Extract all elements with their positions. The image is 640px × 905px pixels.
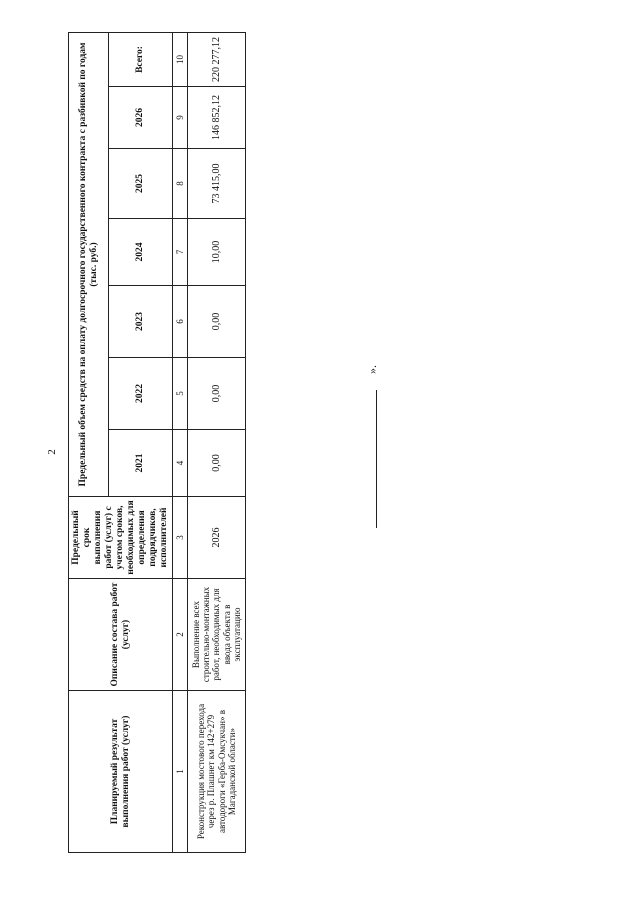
cell-amount-2026: 146 852,12 — [188, 87, 246, 149]
index-cell: 7 — [173, 219, 188, 286]
page-number: 2 — [46, 449, 58, 455]
cell-amount-2025: 73 415,00 — [188, 149, 246, 219]
header-funding-group: Предельный объем средств на оплату долгосрочного государственного контракта с разбивкой по годам (тыс. руб.) — [69, 32, 109, 496]
header-year-2021: 2021 — [109, 430, 173, 497]
header-work-description: Описание состава работ (услуг) — [69, 579, 173, 691]
signature-line — [376, 390, 377, 528]
cell-amount-2021: 0,00 — [188, 430, 246, 497]
index-cell: 6 — [173, 286, 188, 358]
header-year-2026: 2026 — [109, 87, 173, 149]
index-cell: 5 — [173, 358, 188, 430]
header-year-2022: 2022 — [109, 358, 173, 430]
index-cell: 2 — [173, 579, 188, 691]
cell-amount-2022: 0,00 — [188, 358, 246, 430]
header-year-2024: 2024 — [109, 219, 173, 286]
index-row — [173, 32, 188, 852]
closing-quote-mark: ». — [365, 365, 379, 374]
index-cell: 10 — [173, 32, 188, 86]
cell-work-description: Выполнение всех строительно-монтажных работ, необходимых для ввода объекта в эксплуатацию — [188, 579, 246, 691]
cell-deadline: 2026 — [188, 497, 246, 579]
signature-block — [365, 362, 398, 528]
header-deadline: Предельный срок выполнения работ (услуг) с учетом сроков, необходимых для определения подрядчиков, исполнителей — [69, 497, 173, 579]
header-year-2023: 2023 — [109, 286, 173, 358]
index-cell: 4 — [173, 430, 188, 497]
header-planned-result: Планируемый результат выполнения работ (услуг) — [69, 691, 173, 853]
header-total: Всего: — [109, 32, 173, 86]
cell-amount-2023: 0,00 — [188, 286, 246, 358]
index-cell: 9 — [173, 87, 188, 149]
header-row-1 — [69, 32, 109, 852]
rotated-table-container — [68, 33, 246, 853]
index-cell: 8 — [173, 149, 188, 219]
cell-planned-result: Реконструкция мостового перехода через р. Плашнет км 142+279 автодороги «Герба-Омсукчан» в Магаданской области» — [188, 691, 246, 853]
cell-amount-2024: 10,00 — [188, 219, 246, 286]
funding-table — [68, 32, 246, 853]
index-cell: 1 — [173, 691, 188, 853]
cell-total: 220 277,12 — [188, 32, 246, 86]
header-year-2025: 2025 — [109, 149, 173, 219]
table-row — [188, 32, 246, 852]
index-cell: 3 — [173, 497, 188, 579]
